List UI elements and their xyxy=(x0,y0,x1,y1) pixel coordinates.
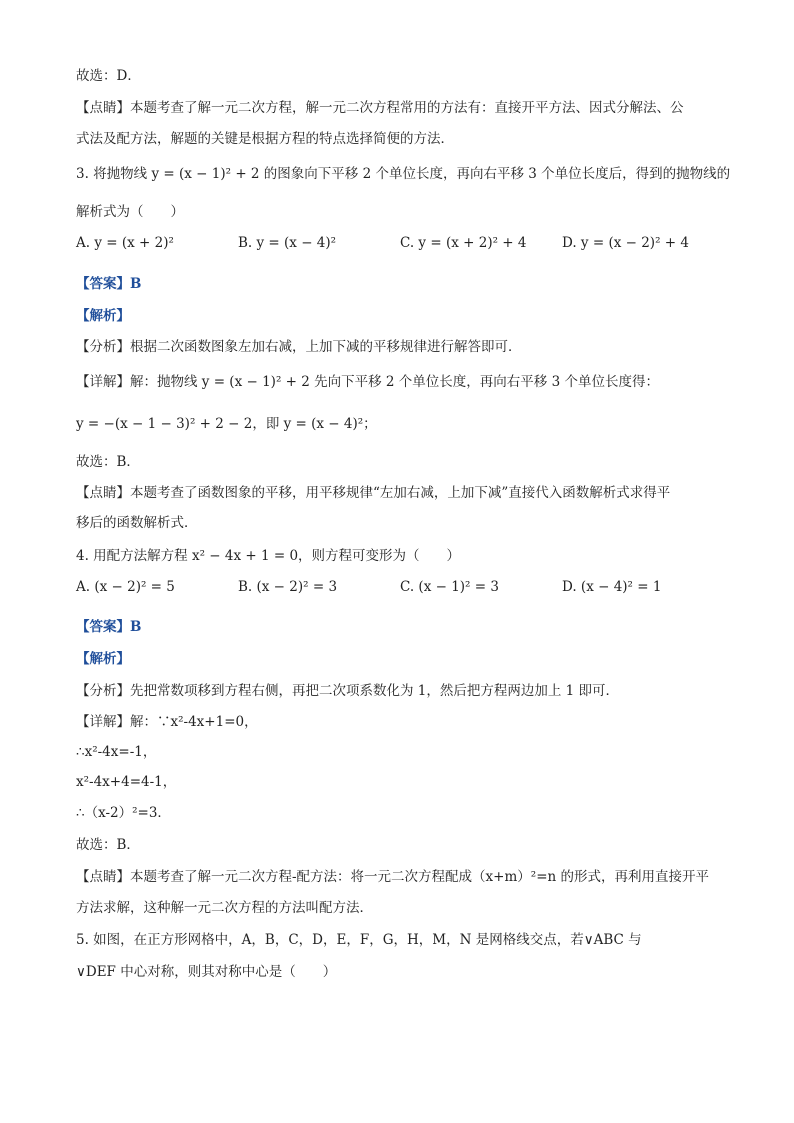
q3-option-d: D. y = (x − 2)² + 4 xyxy=(562,235,689,251)
q3-option-a: A. y = (x + 2)² xyxy=(76,235,174,251)
q4-option-b: B. (x − 2)² = 3 xyxy=(238,579,338,595)
q4-option-a: A. (x − 2)² = 5 xyxy=(76,579,175,595)
answer-label: 【答案】B xyxy=(76,276,142,292)
question-5: 5. 如图，在正方形网格中，A，B，C，D，E，F，G，H，M，N 是网格线交点，若∨ABC 与 xyxy=(76,932,642,948)
analysis-label: 【解析】 xyxy=(76,651,130,667)
text-line: 故选：B． xyxy=(76,837,140,853)
question-5-cont: ∨DEF 中心对称，则其对称中心是（ ） xyxy=(76,964,337,980)
note-line: 移后的函数解析式． xyxy=(76,515,198,531)
note-line: 【点睛】本题考查了解一元二次方程，解一元二次方程常用的方法有：直接开平方法、因式分解法、公 xyxy=(76,100,684,116)
analysis-line: 【分析】先把常数项移到方程右侧，再把二次项系数化为 1，然后把方程两边加上 1 即可． xyxy=(76,683,620,699)
note-line: 【点睛】本题考查了函数图象的平移，用平移规律“左加右减，上加下减”直接代入函数解析式求得平 xyxy=(76,485,671,501)
q4-option-d: D. (x − 4)² = 1 xyxy=(562,579,662,595)
question-4: 4. 用配方法解方程 x² − 4x + 1 = 0，则方程可变形为（ ） xyxy=(76,548,461,564)
detail-line: 【详解】解：∵x²-4x+1=0， xyxy=(76,714,258,730)
text-line: 故选：D． xyxy=(76,68,141,84)
note-line: 式法及配方法，解题的关键是根据方程的特点选择简便的方法． xyxy=(76,131,454,147)
q3-option-c: C. y = (x + 2)² + 4 xyxy=(400,235,527,251)
note-line: 【点睛】本题考查了解一元二次方程-配方法：将一元二次方程配成（x+m）²=n 的形式，再利用直接开平 xyxy=(76,869,709,885)
math-line: ∴x²-4x=-1， xyxy=(76,744,157,760)
q4-option-c: C. (x − 1)² = 3 xyxy=(400,579,499,595)
q3-option-b: B. y = (x − 4)² xyxy=(238,235,337,251)
analysis-line: 【分析】根据二次函数图象左加右减，上加下减的平移规律进行解答即可． xyxy=(76,339,522,355)
question-3-cont: 解析式为（ ） xyxy=(76,204,184,220)
text-line: 故选：B． xyxy=(76,454,140,470)
question-3: 3. 将抛物线 y = (x − 1)² + 2 的图象向下平移 2 个单位长度，再向右平移 3 个单位长度后，得到的抛物线的 xyxy=(76,166,731,182)
analysis-label: 【解析】 xyxy=(76,308,130,324)
math-line: ∴（x-2）²=3． xyxy=(76,805,171,821)
math-line: y = −(x − 1 − 3)² + 2 − 2，即 y = (x − 4)²； xyxy=(76,416,377,432)
detail-line: 【详解】解：抛物线 y = (x − 1)² + 2 先向下平移 2 个单位长度，再向右平移 3 个单位长度得： xyxy=(76,374,659,390)
answer-label: 【答案】B xyxy=(76,619,142,635)
note-line: 方法求解，这种解一元二次方程的方法叫配方法． xyxy=(76,900,373,916)
math-line: x²-4x+4=4-1， xyxy=(76,774,177,790)
